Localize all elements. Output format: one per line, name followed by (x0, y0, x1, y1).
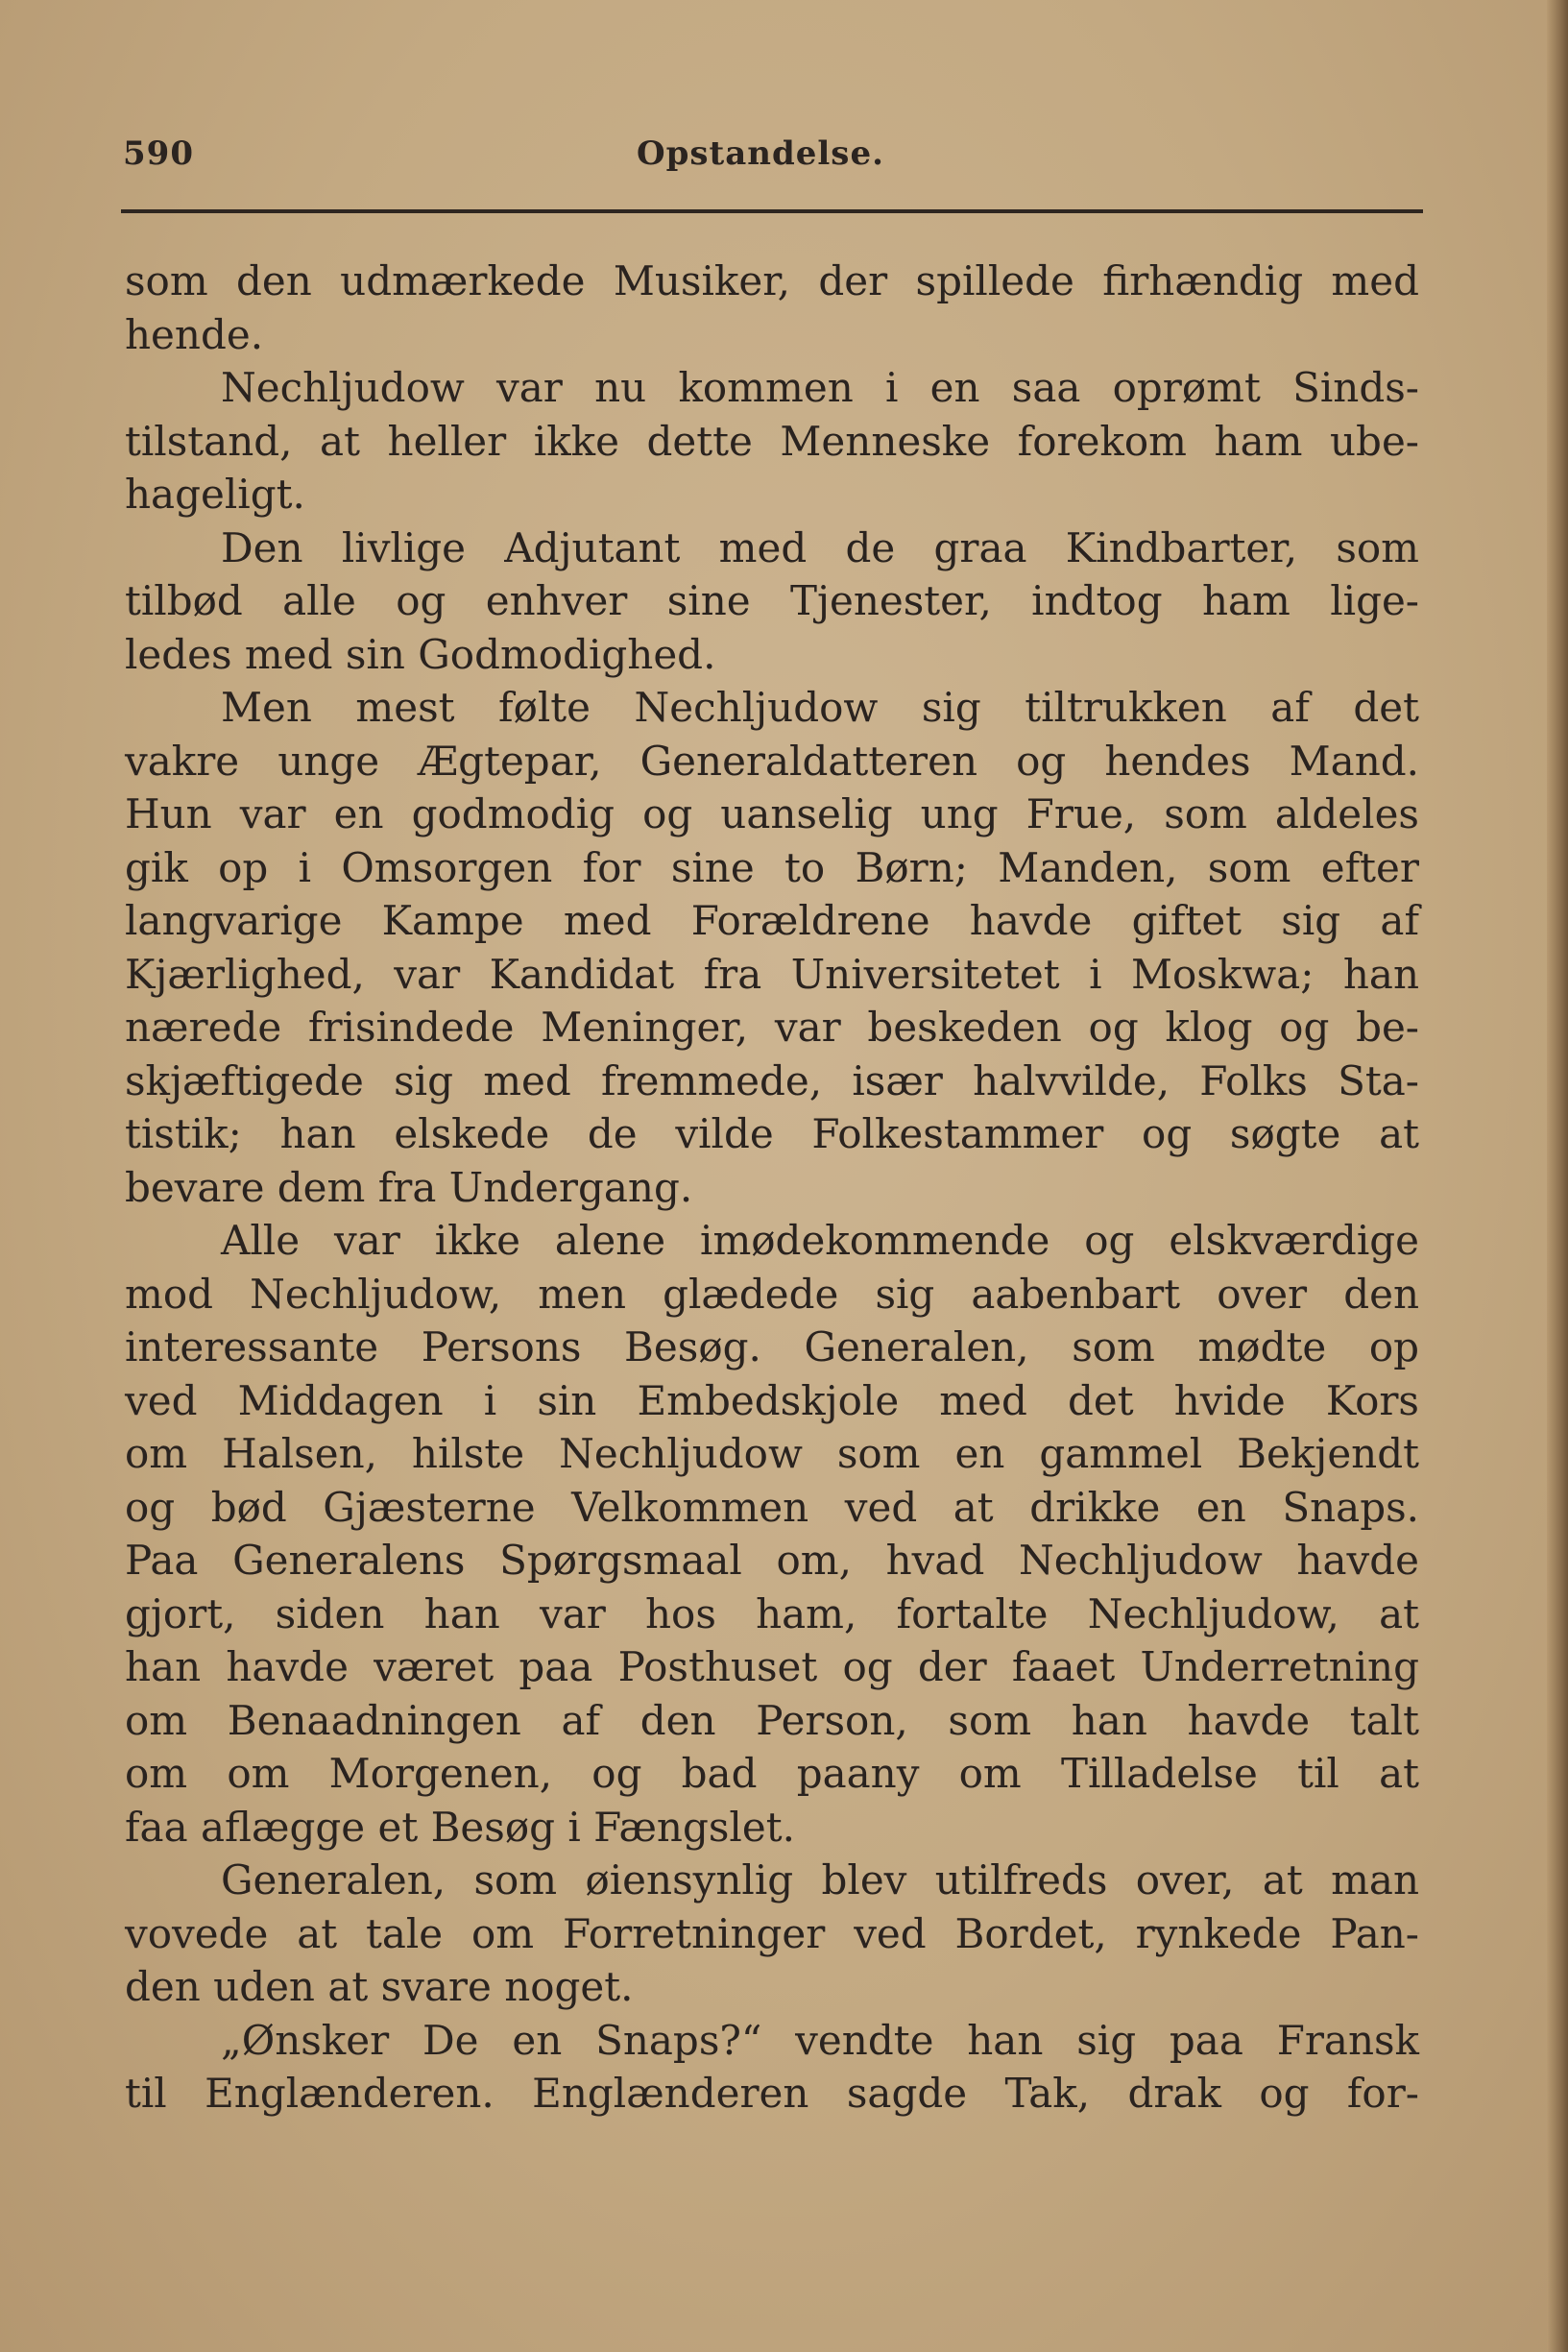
text-line: og bød Gjæsterne Velkommen ved at drikke en Snaps. (125, 1483, 1419, 1531)
text-line: Hun var en godmodig og uanselig ung Frue, som aldeles (125, 790, 1419, 837)
text-line: ledes med sin Godmodighed. (125, 630, 716, 678)
text-line: interessante Persons Besøg. Generalen, som mødte op (125, 1323, 1419, 1370)
text-line: den uden at svare noget. (125, 1963, 634, 2010)
text-line: gik op i Omsorgen for sine to Børn; Manden, som efter (125, 843, 1419, 891)
page-number: 590 (123, 134, 194, 173)
text-line: langvarige Kampe med Forældrene havde giftet sig af (125, 897, 1419, 944)
page-header (123, 134, 1419, 192)
text-line: „Ønsker De en Snaps?“ vendte han sig paa Fransk (221, 2016, 1419, 2064)
text-line: skjæftigede sig med fremmede, især halvvilde, Folks Sta- (125, 1056, 1419, 1104)
text-line: ved Middagen i sin Embedskjole med det hvide Kors (125, 1376, 1419, 1424)
text-line: Alle var ikke alene imødekommende og elskværdige (221, 1217, 1419, 1264)
text-line: tistik; han elskede de vilde Folkestammer og søgte at (125, 1110, 1419, 1157)
text-line: Men mest følte Nechljudow sig tiltrukken af det (221, 684, 1419, 731)
text-line: han havde været paa Posthuset og der faaet Underretning (125, 1643, 1419, 1690)
text-line: Den livlige Adjutant med de graa Kindbarter, som (221, 523, 1419, 571)
text-line: nærede frisindede Meninger, var beskeden og klog og be- (125, 1004, 1419, 1051)
text-line: om om Morgenen, og bad paany om Tilladelse til at (125, 1750, 1419, 1797)
text-line: hageligt. (125, 471, 305, 518)
text-line: bevare dem fra Undergang. (125, 1163, 693, 1211)
text-line: om Halsen, hilste Nechljudow som en gammel Bekjendt (125, 1430, 1419, 1477)
book-spine-edge (1547, 0, 1568, 2352)
text-line: Paa Generalens Spørgsmaal om, hvad Nechljudow havde (125, 1537, 1419, 1584)
text-line: Nechljudow var nu kommen i en saa oprømt Sinds- (221, 364, 1419, 411)
text-line: som den udmærkede Musiker, der spillede firhændig med (125, 257, 1419, 304)
text-line: Generalen, som øiensynlig blev utilfreds over, at man (221, 1856, 1419, 1903)
text-line: vovede at tale om Forretninger ved Bordet, rynkede Pan- (125, 1909, 1419, 1957)
text-line: hende. (125, 310, 264, 358)
body-text (125, 255, 1419, 2121)
text-line: om Benaadningen af den Person, som han havde talt (125, 1696, 1419, 1744)
text-line: Kjærlighed, var Kandidat fra Universitetet i Moskwa; han (125, 950, 1419, 998)
text-line: gjort, siden han var hos ham, fortalte Nechljudow, at (125, 1589, 1419, 1637)
text-line: mod Nechljudow, men glædede sig aabenbart over den (125, 1270, 1419, 1318)
running-title: Opstandelse. (637, 134, 884, 173)
text-line: tilbød alle og enhver sine Tjenester, indtog ham lige- (125, 577, 1419, 624)
text-line: faa aflægge et Besøg i Fængslet. (125, 1803, 795, 1851)
text-line: tilstand, at heller ikke dette Menneske forekom ham ube- (125, 417, 1419, 465)
text-line: til Englænderen. Englænderen sagde Tak, drak og for- (125, 2070, 1419, 2117)
header-rule (121, 209, 1423, 213)
text-line: vakre unge Ægtepar, Generaldatteren og hendes Mand. (125, 737, 1419, 785)
